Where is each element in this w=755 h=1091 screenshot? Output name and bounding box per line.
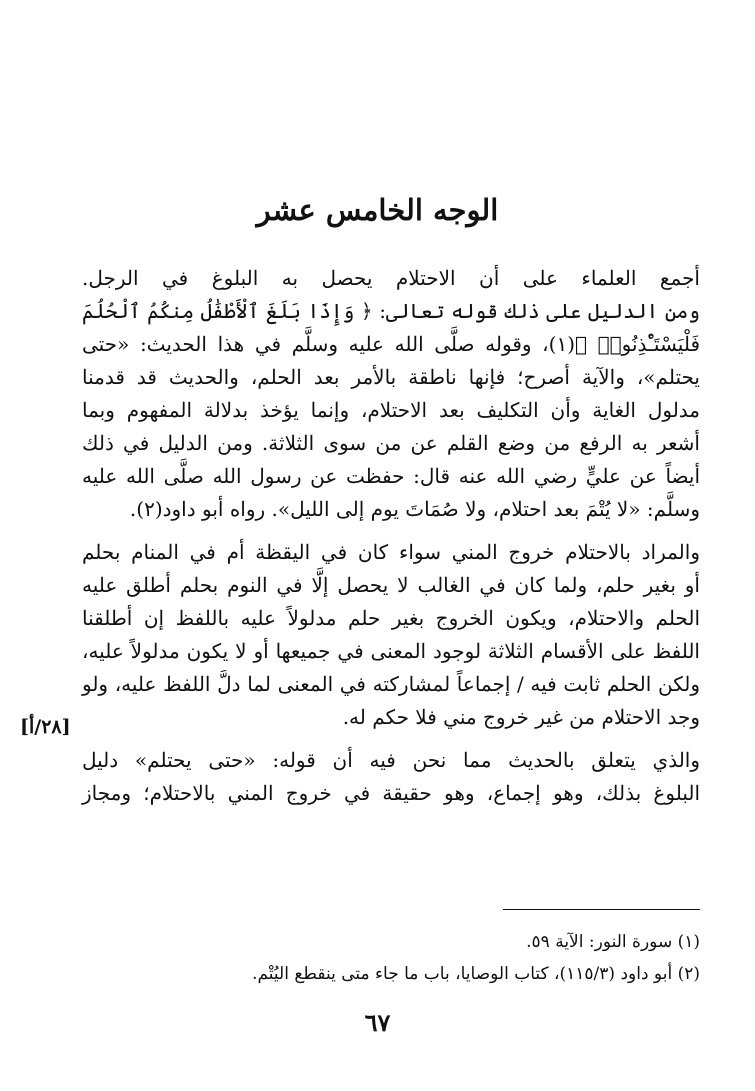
text-line: ومن الدليل على ذلك قوله تعالى: ﴿ وَإِذَا بَلَغَ ٱلْأَطْفَٰلُ مِنكُمُ ٱلْحُلُمَ: [82, 299, 700, 323]
text-line: والمراد بالاحتلام خروج المني سواء كان في اليقظة أم في المنام بحلم: [82, 540, 700, 564]
text-line: والذي يتعلق بالحديث مما نحن فيه أن قوله: «حتى يحتلم» دليل: [82, 748, 700, 772]
footnote-divider: [503, 909, 700, 910]
footnote-1: (١) سورة النور: الآية ٥٩.: [526, 932, 700, 952]
manuscript-folio-marker: [٢٨/أ]: [20, 716, 71, 738]
page-number: ٦٧: [364, 1008, 391, 1037]
text-line: أيضاً عن عليٍّ رضي الله عنه قال: حفظت عن رسول الله صلَّى الله عليه: [82, 464, 700, 488]
footnote-2: (٢) أبو داود (١١٥/٣)، كتاب الوصايا، باب ما جاء متى ينقطع اليُتْم.: [252, 964, 700, 984]
text-line: وجد الاحتلام من غير خروج مني فلا حكم له.: [342, 705, 700, 729]
paragraph-1: [82, 262, 700, 526]
footnotes: [82, 926, 700, 990]
text-line: وسلَّم: «لا يُتْمَ بعد احتلام، ولا صُمَاتَ يوم إلى الليل». رواه أبو داود(٢).: [129, 497, 700, 521]
main-text: [82, 262, 700, 820]
text-line: فَلْيَسْتَـْٔذِنُوا۟ ﴾(١)، وقوله صلَّى الله عليه وسلَّم في هذا الحديث: «حتى: [82, 332, 700, 356]
text-line: أو بغير حلم، ولما كان في الغالب لا يحصل إلَّا في النوم بحلم أطلق عليه: [82, 573, 700, 597]
paragraph-3: [82, 744, 700, 810]
text-line: يحتلم»، والآية أصرح؛ فإنها ناطقة بالأمر بعد الحلم، والحديث قد قدمنا: [82, 365, 700, 389]
text-line: أجمع العلماء على أن الاحتلام يحصل به البلوغ في الرجل.: [82, 266, 700, 290]
text-line: ولكن الحلم ثابت فيه / إجماعاً لمشاركته في المعنى لما دلَّ اللفظ عليه، ولو: [82, 672, 700, 696]
text-line: اللفظ على الأقسام الثلاثة لوجود المعنى في جميعها أو لا يكون مدلولاً عليه،: [82, 639, 700, 663]
text-line: مدلول الغاية وأن التكليف بعد الاحتلام، وإنما يؤخذ بدلالة المفهوم وبما: [82, 398, 700, 422]
section-heading: الوجه الخامس عشر: [256, 193, 499, 227]
text-line: أشعر به الرفع من وضع القلم عن من سوى الثلاثة. ومن الدليل في ذلك: [82, 431, 700, 455]
text-line: الحلم والاحتلام، ويكون الخروج بغير حلم مدلولاً عليه باللفظ إن أطلقنا: [82, 606, 700, 630]
paragraph-2: [82, 536, 700, 734]
text-line: البلوغ بذلك، وهو إجماع، وهو حقيقة في خروج المني بالاحتلام؛ ومجاز: [82, 781, 700, 805]
